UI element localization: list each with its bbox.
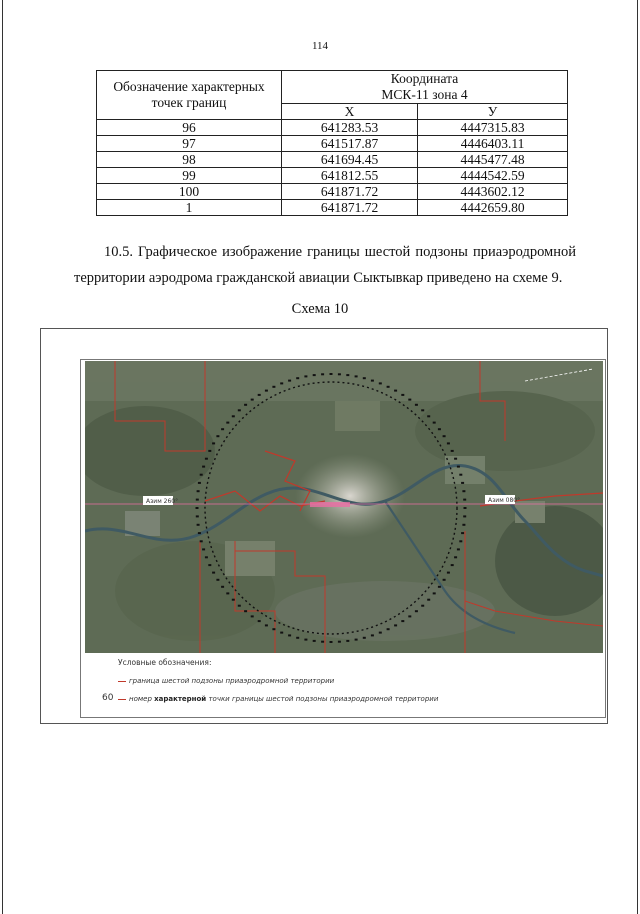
- svg-text:Азим 080°: Азим 080°: [488, 497, 521, 504]
- boundary-point-marker: [421, 605, 424, 607]
- boundary-point-marker: [401, 620, 404, 622]
- table-row: [97, 136, 568, 152]
- legend-item-point: [118, 695, 438, 703]
- satellite-map: [85, 361, 603, 653]
- table-cell-y: 4444542.59: [418, 168, 568, 184]
- table-cell-point: 1: [97, 200, 282, 216]
- boundary-point-marker: [371, 634, 374, 636]
- boundary-point-marker: [447, 442, 450, 444]
- boundary-point-marker: [288, 634, 291, 636]
- boundary-point-marker: [313, 374, 316, 376]
- boundary-point-marker: [387, 386, 390, 388]
- boundary-point-marker: [313, 640, 316, 642]
- table-header-y: У: [418, 104, 568, 120]
- boundary-point-marker: [296, 377, 299, 379]
- boundary-point-marker: [387, 628, 390, 630]
- boundary-point-marker: [438, 428, 441, 430]
- page-number: 114: [311, 40, 329, 52]
- svg-text:Азим 260°: Азим 260°: [146, 498, 179, 505]
- boundary-point-marker: [408, 615, 411, 617]
- boundary-point-marker: [265, 390, 268, 392]
- boundary-point-marker: [427, 599, 430, 601]
- boundary-point-marker: [401, 394, 404, 396]
- boundary-point-marker: [208, 450, 211, 452]
- table-cell-x: 641517.87: [282, 136, 418, 152]
- boundary-point-marker: [379, 632, 382, 634]
- boundary-point-marker: [363, 637, 366, 639]
- page-edge-right: [637, 0, 638, 914]
- boundary-point-marker: [216, 435, 219, 437]
- boundary-point-marker: [464, 507, 467, 509]
- table-cell-x: 641871.72: [282, 200, 418, 216]
- legend-point-bold: характерной: [154, 695, 207, 703]
- table-row: [97, 168, 568, 184]
- boundary-point-marker: [226, 592, 229, 594]
- boundary-point-marker: [197, 524, 200, 526]
- boundary-point-marker: [205, 556, 208, 558]
- paragraph-10-5: 10.5. Графическое изображение границы шестой подзоны приаэродромной территории аэродрома гражданской авиации Сыктывкар приведено на схеме 9.: [74, 244, 576, 286]
- boundary-point-marker: [454, 556, 457, 558]
- table-header-points: Обозначение характерных точек границ: [97, 71, 282, 120]
- boundary-point-marker: [462, 524, 465, 526]
- boundary-point-marker: [216, 579, 219, 581]
- legend-title: Условные обозначения:: [118, 658, 212, 667]
- boundary-point-marker: [198, 482, 201, 484]
- boundary-point-marker: [433, 422, 436, 424]
- boundary-point-marker: [415, 404, 418, 406]
- table-cell-x: 641283.53: [282, 120, 418, 136]
- boundary-point-marker: [461, 532, 464, 534]
- scheme-title: Схема 10: [291, 301, 349, 317]
- boundary-point-marker: [451, 450, 454, 452]
- boundary-point-marker: [212, 442, 215, 444]
- azimuth-label-left: [143, 496, 178, 505]
- legend-item-boundary: [118, 677, 334, 685]
- table-cell-point: 99: [97, 168, 282, 184]
- boundary-point-marker: [280, 382, 283, 384]
- boundary-point-marker: [304, 375, 307, 377]
- boundary-point-marker: [408, 399, 411, 401]
- table-row: [97, 184, 568, 200]
- boundary-point-marker: [330, 641, 333, 643]
- table-row: [97, 120, 568, 136]
- boundary-point-marker: [321, 641, 324, 643]
- boundary-point-marker: [232, 599, 235, 601]
- legend-point-suffix: точки границы шестой подзоны приаэродромной территории: [208, 695, 439, 703]
- boundary-point-marker: [355, 639, 358, 641]
- boundary-point-marker: [304, 639, 307, 641]
- boundary-point-marker: [443, 579, 446, 581]
- table-cell-y: 4442659.80: [418, 200, 568, 216]
- boundary-point-marker: [232, 415, 235, 417]
- boundary-point-marker: [272, 386, 275, 388]
- boundary-point-marker: [212, 572, 215, 574]
- legend-point-swatch: [118, 699, 126, 700]
- runway: [310, 502, 350, 507]
- boundary-point-marker: [461, 482, 464, 484]
- table-cell-y: 4443602.12: [418, 184, 568, 200]
- boundary-point-marker: [238, 409, 241, 411]
- boundary-point-marker: [330, 373, 333, 375]
- boundary-point-marker: [272, 628, 275, 630]
- table-cell-point: 98: [97, 152, 282, 168]
- boundary-point-marker: [394, 624, 397, 626]
- boundary-point-marker: [421, 409, 424, 411]
- boundary-point-marker: [371, 380, 374, 382]
- boundary-point-marker: [363, 377, 366, 379]
- boundary-point-marker: [244, 404, 247, 406]
- boundary-point-marker: [447, 572, 450, 574]
- boundary-point-marker: [197, 490, 200, 492]
- boundary-point-marker: [457, 548, 460, 550]
- boundary-point-marker: [244, 610, 247, 612]
- table-cell-x: 641871.72: [282, 184, 418, 200]
- coordinates-table: [96, 70, 568, 216]
- legend-boundary-text: граница шестой подзоны приаэродромной территории: [129, 677, 335, 685]
- boundary-point-marker: [459, 540, 462, 542]
- table-cell-x: 641694.45: [282, 152, 418, 168]
- boundary-point-marker: [443, 435, 446, 437]
- legend-point-number: 60: [102, 693, 114, 703]
- boundary-point-marker: [196, 515, 199, 517]
- table-cell-point: 96: [97, 120, 282, 136]
- table-cell-x: 641812.55: [282, 168, 418, 184]
- city-area: [295, 454, 405, 538]
- table-row: [97, 152, 568, 168]
- boundary-point-marker: [238, 605, 241, 607]
- legend-boundary-swatch: [118, 681, 126, 682]
- boundary-point-marker: [433, 592, 436, 594]
- boundary-point-marker: [200, 474, 203, 476]
- boundary-point-marker: [258, 620, 261, 622]
- boundary-point-marker: [208, 564, 211, 566]
- boundary-point-marker: [288, 380, 291, 382]
- boundary-point-marker: [226, 422, 229, 424]
- boundary-point-marker: [346, 640, 349, 642]
- boundary-point-marker: [196, 507, 199, 509]
- boundary-point-marker: [321, 373, 324, 375]
- boundary-point-marker: [415, 610, 418, 612]
- table-header-x: X: [282, 104, 418, 120]
- boundary-point-marker: [338, 373, 341, 375]
- legend-point-prefix: номер: [129, 695, 152, 703]
- table-cell-point: 100: [97, 184, 282, 200]
- boundary-point-marker: [265, 624, 268, 626]
- table-row: [97, 200, 568, 216]
- table-cell-y: 4446403.11: [418, 136, 568, 152]
- boundary-point-marker: [463, 499, 466, 501]
- boundary-point-marker: [221, 428, 224, 430]
- boundary-point-marker: [463, 515, 466, 517]
- boundary-point-marker: [379, 382, 382, 384]
- boundary-point-marker: [459, 474, 462, 476]
- boundary-point-marker: [438, 586, 441, 588]
- table-cell-y: 4445477.48: [418, 152, 568, 168]
- boundary-point-marker: [296, 637, 299, 639]
- boundary-point-marker: [427, 415, 430, 417]
- boundary-point-marker: [280, 632, 283, 634]
- boundary-point-marker: [205, 458, 208, 460]
- table-header-coordinate-label: Координата: [390, 71, 459, 86]
- table-header-system: МСК-11 зона 4: [381, 87, 468, 102]
- azimuth-label-right: [485, 495, 520, 504]
- boundary-point-marker: [251, 399, 254, 401]
- boundary-point-marker: [346, 374, 349, 376]
- page-edge-left: [2, 0, 3, 914]
- table-cell-point: 97: [97, 136, 282, 152]
- boundary-point-marker: [221, 586, 224, 588]
- boundary-point-marker: [258, 394, 261, 396]
- boundary-point-marker: [196, 499, 199, 501]
- boundary-point-marker: [202, 466, 205, 468]
- boundary-point-marker: [451, 564, 454, 566]
- boundary-point-marker: [457, 466, 460, 468]
- boundary-point-marker: [355, 375, 358, 377]
- boundary-point-marker: [394, 390, 397, 392]
- boundary-point-marker: [200, 540, 203, 542]
- boundary-point-marker: [462, 490, 465, 492]
- boundary-point-marker: [454, 458, 457, 460]
- boundary-point-marker: [198, 532, 201, 534]
- boundary-point-marker: [202, 548, 205, 550]
- boundary-point-marker: [251, 615, 254, 617]
- table-header-coordinate: [282, 71, 568, 104]
- table-cell-y: 4447315.83: [418, 120, 568, 136]
- boundary-point-marker: [338, 641, 341, 643]
